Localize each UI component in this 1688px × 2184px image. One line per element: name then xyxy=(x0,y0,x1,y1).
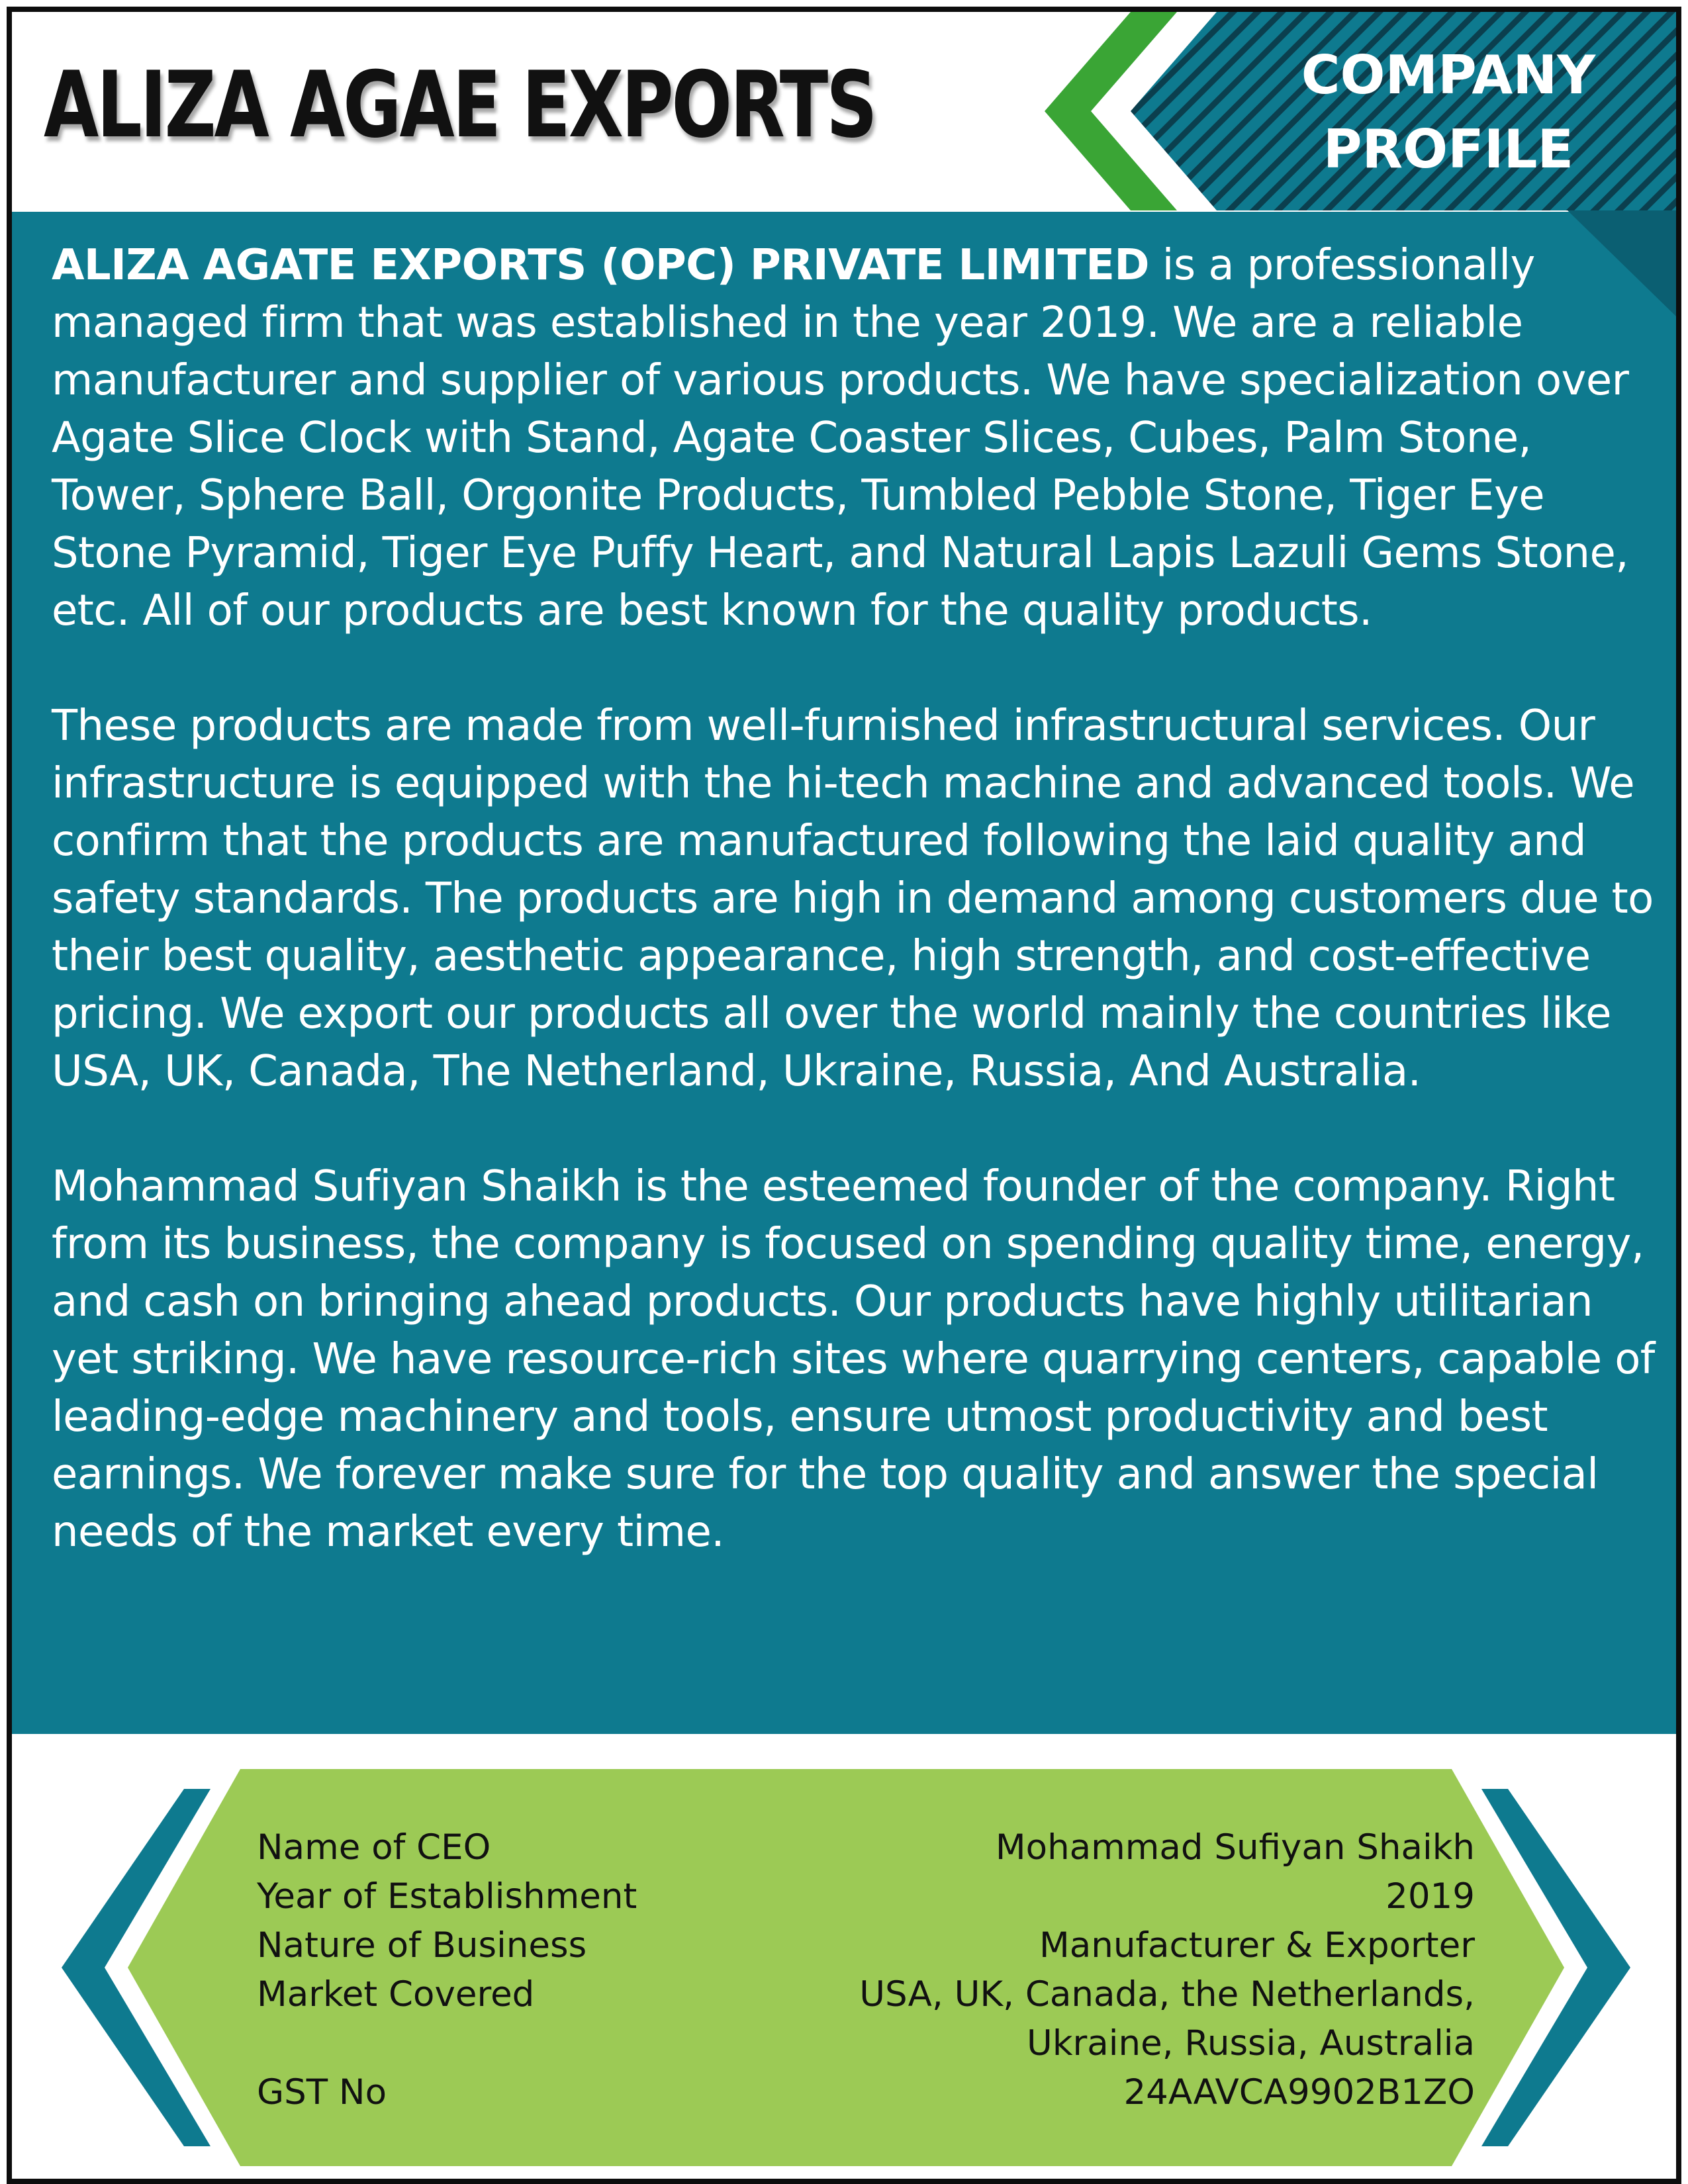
profile-paragraph-3: Mohammad Sufiyan Shaikh is the esteemed founder of the company. Right from its business, the company is focused on spending quality time, energy, and cash on bringing ahead products. Our products have highly utilitarian yet striking. We have resource-rich sites where quarrying centers, capable of leading-edge machinery and tools, ensure utmost productivity and best earnings. We forever make sure for the top quality and answer the special needs of the market every time. xyxy=(52,1162,1655,1557)
value-market-line-2: Ukraine, Russia, Australia xyxy=(1027,2023,1475,2064)
label-gst-no: GST No xyxy=(257,2072,387,2113)
page-frame xyxy=(7,7,1681,2184)
company-name-title: ALIZA AGAE EXPORTS xyxy=(44,52,876,158)
value-nature: Manufacturer & Exporter xyxy=(1039,1925,1475,1966)
value-market-line-1: USA, UK, Canada, the Netherlands, xyxy=(859,1974,1475,2015)
value-year: 2019 xyxy=(1385,1876,1475,1917)
banner-line-profile: PROFILE xyxy=(1323,118,1574,180)
label-nature-of-business: Nature of Business xyxy=(257,1925,587,1966)
label-year-of-establishment: Year of Establishment xyxy=(257,1876,637,1917)
profile-paragraph-2: These products are made from well-furnished infrastructural services. Our infrastructure is equipped with the hi-tech machine and advanced tools. We confirm that the products are manufactured following the laid quality and safety standards. The products are high in demand among customers due to their best quality, aesthetic appearance, high strength, and cost-effective pricing. We export our products all over the world mainly the countries like USA, UK, Canada, The Netherland, Ukraine, Russia, And Australia. xyxy=(52,702,1654,1096)
info-values xyxy=(707,1823,1475,2117)
banner-line-company: COMPANY xyxy=(1301,44,1596,106)
label-name-of-ceo: Name of CEO xyxy=(257,1827,491,1868)
value-ceo: Mohammad Sufiyan Shaikh xyxy=(995,1827,1475,1868)
profile-paragraph-1-text: is a professionally managed firm that was established in the year 2019. We are a reliable manufacturer and supplier of various products. We have specialization over Agate Slice Clock with Stand, Agate Coaster Slices, Cubes, Palm Stone, Tower, Sphere Ball, Orgonite Products, Tumbled Pebble Stone, Tiger Eye Stone Pyramid, Tiger Eye Puffy Heart, and Natural Lapis Lazuli Gems Stone, etc. All of our products are best known for the quality products. xyxy=(52,241,1629,635)
company-legal-name: ALIZA AGATE EXPORTS (OPC) PRIVATE LIMITED xyxy=(52,241,1149,290)
value-gst: 24AAVCA9902B1ZO xyxy=(1123,2072,1475,2113)
label-market-covered: Market Covered xyxy=(257,1974,535,2015)
